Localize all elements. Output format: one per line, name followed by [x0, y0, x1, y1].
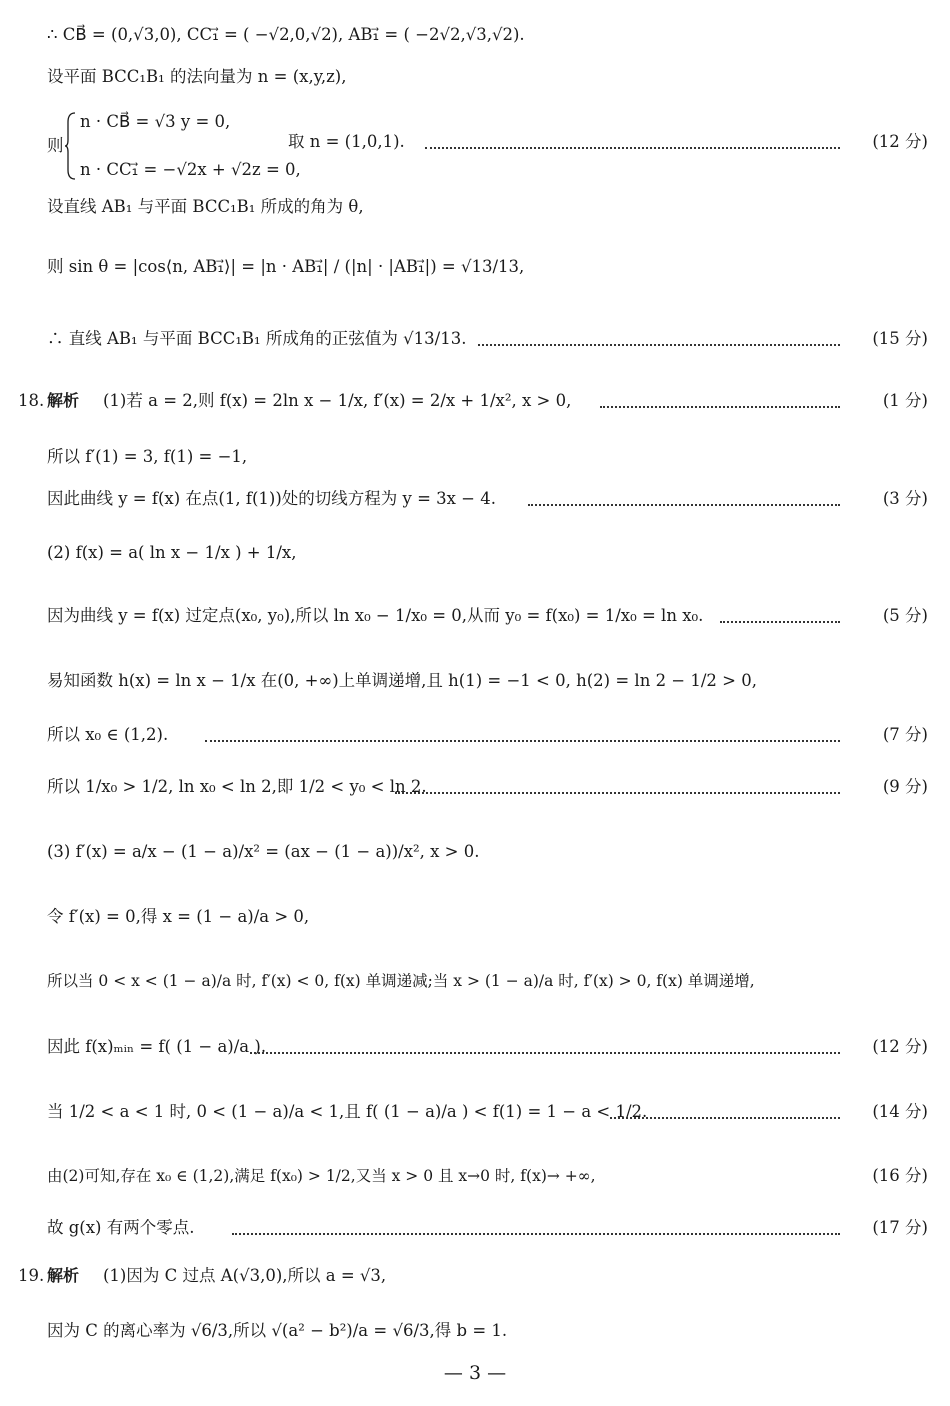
- math-text: 由(2)可知,存在 x₀ ∈ (1,2),满足 f(x₀) > 1/2,又当 x > 0 且 x→0 时, f(x)→ +∞,: [47, 1167, 596, 1185]
- solution-line: [0, 1217, 950, 1251]
- then-label: 则: [47, 136, 64, 155]
- dot-leader: [720, 621, 840, 623]
- score-mark: (7 分): [882, 725, 928, 744]
- solution-line: [0, 256, 950, 290]
- solution-line: [0, 131, 950, 165]
- solution-line: [0, 605, 950, 639]
- dot-leader: [610, 1117, 840, 1119]
- question-number: 18.: [18, 391, 45, 410]
- solution-line: [0, 24, 950, 58]
- dot-leader: [395, 792, 840, 794]
- math-text: 所以当 0 < x < (1 − a)/a 时, f′(x) < 0, f(x) 单调递减;当 x > (1 − a)/a 时, f′(x) > 0, f(x) 单调递增,: [47, 972, 755, 990]
- solution-line: [0, 970, 950, 1004]
- dot-leader: [600, 406, 840, 408]
- math-text: 当 1/2 < a < 1 时, 0 < (1 − a)/a < 1,且 f( (1 − a)/a ) < f(1) = 1 − a < 1/2.: [47, 1102, 648, 1121]
- math-text: 因为曲线 y = f(x) 过定点(x₀, y₀),所以 ln x₀ − 1/x₀ = 0,从而 y₀ = f(x₀) = 1/x₀ = ln x₀.: [47, 606, 704, 625]
- math-text: 易知函数 h(x) = ln x − 1/x 在(0, +∞)上单调递增,且 h(1) = −1 < 0, h(2) = ln 2 − 1/2 > 0,: [47, 671, 757, 690]
- math-text: (1)因为 C 过点 A(√3,0),所以 a = √3,: [103, 1266, 387, 1285]
- dot-leader: [425, 147, 840, 149]
- solution-line: [0, 542, 950, 576]
- score-mark: (5 分): [882, 606, 928, 625]
- solution-line: [0, 841, 950, 875]
- score-mark: (17 分): [872, 1218, 928, 1237]
- solution-line: [0, 66, 950, 100]
- solution-line: [0, 670, 950, 704]
- score-mark: (12 分): [872, 1037, 928, 1056]
- solution-line: [0, 724, 950, 758]
- score-mark: (14 分): [872, 1102, 928, 1121]
- math-text: 故 g(x) 有两个零点.: [47, 1218, 195, 1237]
- question-number: 19.: [18, 1266, 45, 1285]
- math-text: 所以 1/x₀ > 1/2, ln x₀ < ln 2,即 1/2 < y₀ < ln 2.: [47, 777, 427, 796]
- solution-line: [0, 776, 950, 810]
- dot-leader: [205, 740, 840, 742]
- solution-line: [0, 446, 950, 480]
- equation-system-row: n · CC₁⃗ = −√2x + √2z = 0,: [80, 160, 301, 179]
- equation-system-row: n · CB⃗ = √3 y = 0,: [80, 112, 231, 131]
- score-mark: (12 分): [872, 132, 928, 151]
- solution-line: [0, 1320, 950, 1354]
- score-mark: (1 分): [882, 391, 928, 410]
- analysis-label: 解析: [47, 1266, 80, 1285]
- math-text: 取 n = (1,0,1).: [288, 132, 405, 151]
- score-mark: (3 分): [882, 489, 928, 508]
- math-text: (3) f′(x) = a/x − (1 − a)/x² = (ax − (1 − a))/x², x > 0.: [47, 842, 480, 861]
- math-text: (2) f(x) = a( ln x − 1/x ) + 1/x,: [47, 543, 297, 562]
- score-mark: (9 分): [882, 777, 928, 796]
- math-text: (1)若 a = 2,则 f(x) = 2ln x − 1/x, f′(x) = 2/x + 1/x², x > 0,: [103, 391, 572, 410]
- math-text: 因为 C 的离心率为 √6/3,所以 √(a² − b²)/a = √6/3,得 b = 1.: [47, 1321, 508, 1340]
- solution-line: [0, 906, 950, 940]
- analysis-label: 解析: [47, 391, 80, 410]
- solution-line: [0, 488, 950, 522]
- math-text: 令 f′(x) = 0,得 x = (1 − a)/a > 0,: [47, 907, 310, 926]
- dot-leader: [232, 1233, 840, 1235]
- solution-line: [0, 328, 950, 362]
- solution-line: [0, 1036, 950, 1070]
- score-mark: (16 分): [872, 1166, 928, 1185]
- solution-line: [0, 1165, 950, 1199]
- solution-line: [0, 1101, 950, 1135]
- math-text: 所以 f′(1) = 3, f(1) = −1,: [47, 447, 248, 466]
- page-number: — 3 —: [443, 1362, 507, 1384]
- question-header: [0, 390, 950, 424]
- math-text: 则 sin θ = |cos⟨n, AB₁⃗⟩| = |n · AB₁⃗| / (|n| · |AB₁⃗|) = √13/13,: [47, 257, 525, 276]
- dot-leader: [250, 1052, 840, 1054]
- math-text: 设直线 AB₁ 与平面 BCC₁B₁ 所成的角为 θ,: [47, 197, 364, 216]
- dot-leader: [528, 504, 840, 506]
- solution-line: [0, 196, 950, 230]
- math-text: 因此曲线 y = f(x) 在点(1, f(1))处的切线方程为 y = 3x − 4.: [47, 489, 496, 508]
- math-text: 设平面 BCC₁B₁ 的法向量为 n = (x,y,z),: [47, 67, 347, 86]
- dot-leader: [478, 344, 840, 346]
- math-text: ∴ CB⃗ = (0,√3,0), CC₁⃗ = ( −√2,0,√2), AB₁⃗ = ( −2√2,√3,√2).: [47, 25, 525, 44]
- math-text: 因此 f(x)ₘᵢₙ = f( (1 − a)/a ).: [47, 1037, 267, 1056]
- score-mark: (15 分): [872, 329, 928, 348]
- math-text: 所以 x₀ ∈ (1,2).: [47, 725, 169, 744]
- math-text: ∴ 直线 AB₁ 与平面 BCC₁B₁ 所成角的正弦值为 √13/13.: [47, 329, 467, 348]
- question-header: [0, 1265, 950, 1299]
